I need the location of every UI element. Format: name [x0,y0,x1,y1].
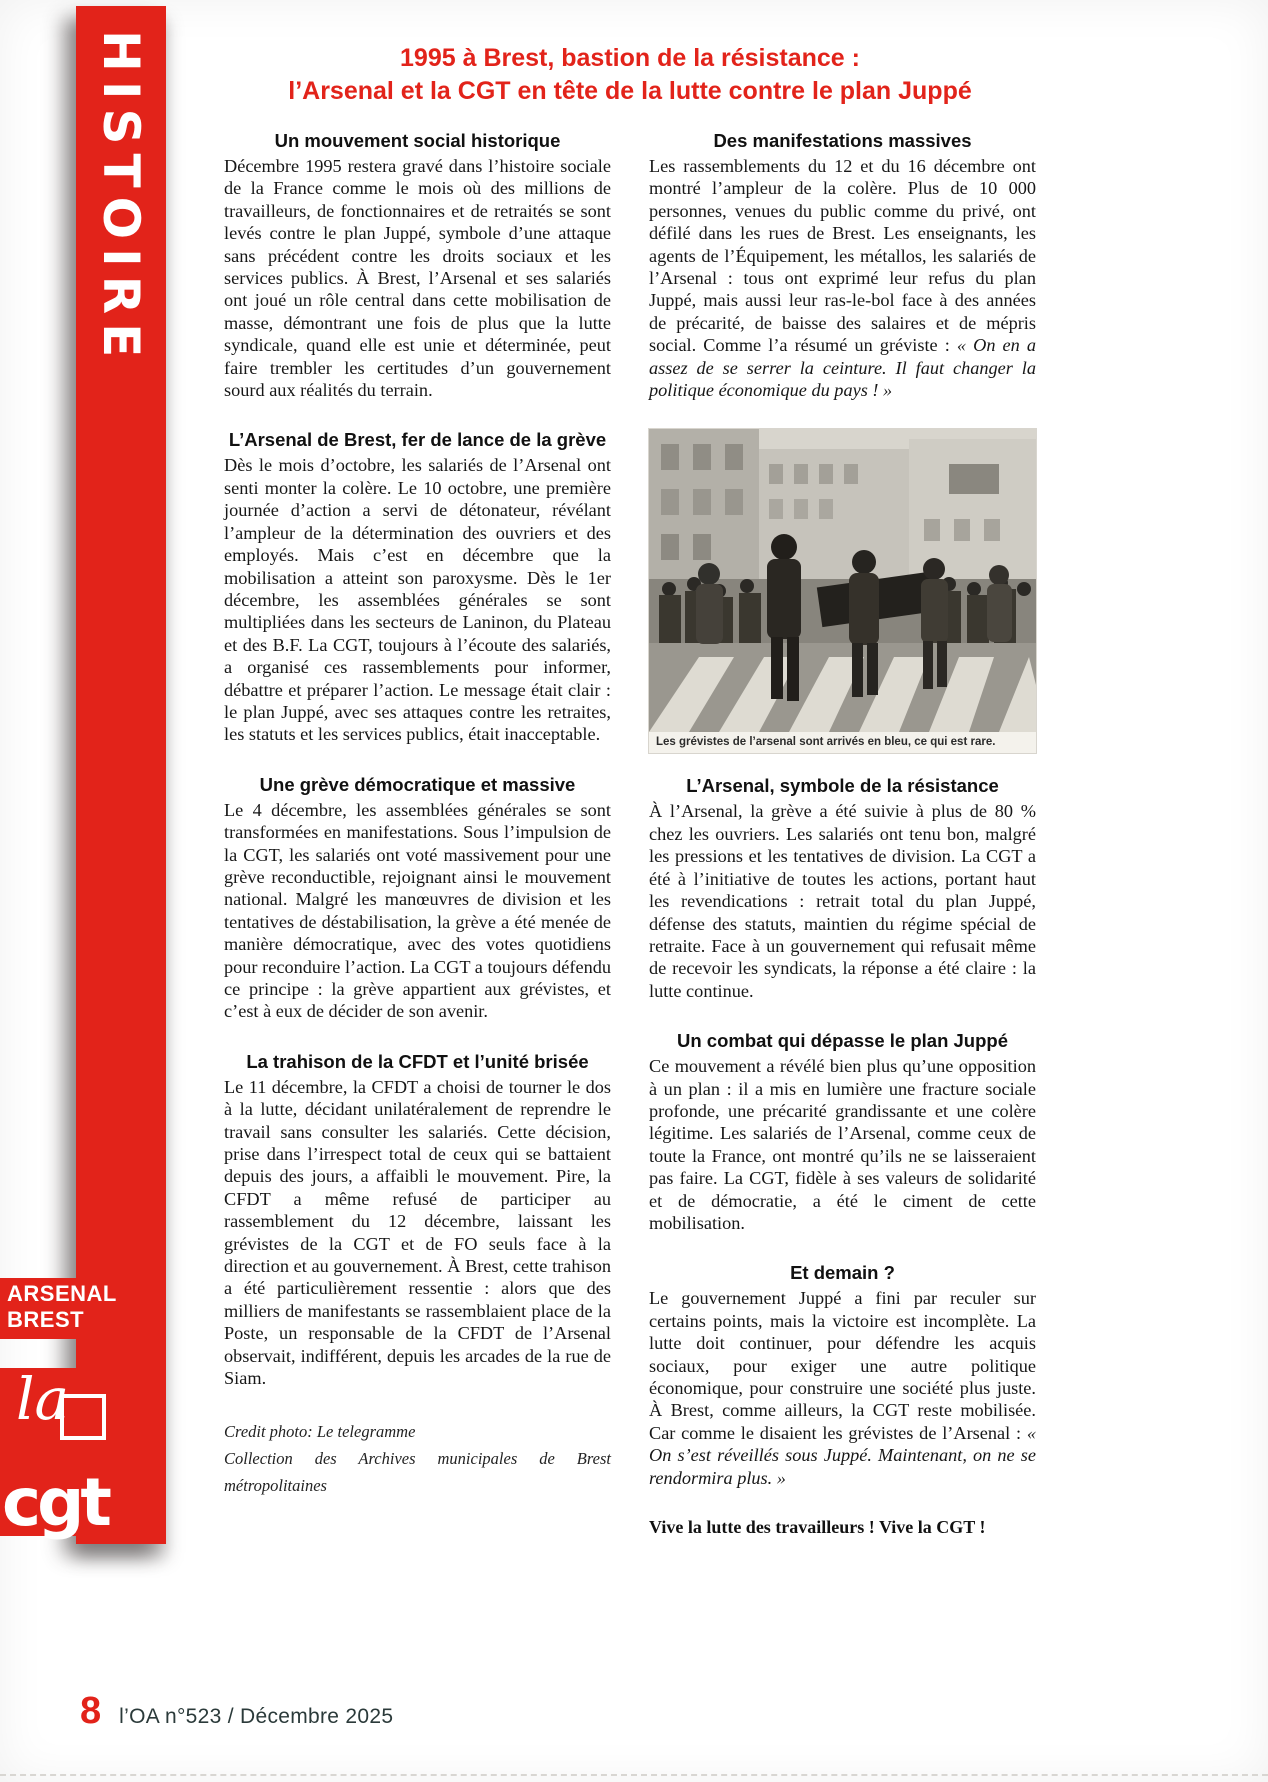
section-body-text: Le gouvernement Juppé a fini par reculer sur certains points, mais la victoire est incomplète. La lutte doit continuer, pour défendre les acquis sociaux, pour exiger une autre politique économique, pour construire une société plus juste. À Brest, comme ailleurs, la CGT reste mobilisée. Car comme le disaient les grévistes de l’Arsenal : [649,1288,1036,1443]
left-column [224,130,611,1538]
article-columns [224,130,1036,1538]
section-symbole-resistance [649,775,1036,1002]
demonstration-photo [649,429,1036,753]
demonstration-photo-image [649,429,1036,732]
section-body: Ce mouvement a révélé bien plus qu’une opposition à un plan : il a mis en lumière une fracture sociale profonde, une précarité grandissante et une colère légitime. Les salariés de l’Arsenal, comme ceux de toute la France, ont montré qu’ils ne se laisseraient pas faire. La CGT, fidèle à ses valeurs de solidarité et de démocratie, a été le ciment de cette mobilisation. [649,1056,1036,1233]
photo-credit [224,1418,611,1499]
section-body [649,155,1036,401]
quote-text: « On en a assez de se serrer la ceinture. Il faut changer la politique économique du pays ! » [649,335,1036,401]
section-body: Le 11 décembre, la CFDT a choisi de tourner le dos à la lutte, décidant unilatéralement de reprendre le travail sans consulter les salariés. Cette décision, prise dans l’irrespect total de ceux qui se battaient depuis des jours, a affaibli le mouvement. Pire, la CFDT a même refusé de participer au rassemblement du 12 décembre, laissant les grévistes de la CGT et de FO seuls face à la direction et au gouvernement. À Brest, cette trahison a été particulièrement ressentie : alors que des milliers de manifestants se rassemblaient place de la Poste, un responsable de la CFDT de l’Arsenal observait, indifférent, depuis les arcades de la rue de Siam. [224,1076,611,1389]
article-title-line2: l’Arsenal et la CGT en tête de la lutte contre le plan Juppé [288,77,972,105]
section-label-histoire: HISTOIRE [92,30,150,367]
credit-line1: Credit photo: Le telegramme [224,1421,416,1441]
section-body: Dès le mois d’octobre, les salariés de l’Arsenal ont senti monter la colère. Le 10 octobre, une première journée d’action a servi de détonateur, révélant l’ampleur de la détermination des ouvriers et des employés. Mais c’est en décembre que la mobilisation a atteint son paroxysme. Dès le 1er décembre, les assemblées générales se sont multipliées dans les secteurs de Laninon, du Plateau et des B.F. La CGT, toujours à l’écoute des salariés, a organisé ces rassemblements pour informer, débattre et préparer l’action. Le message était clair : le plan Juppé, avec ses attaques contre les retraites, les statuts et les services publics, était inacceptable. [224,455,611,745]
section-heading: Un combat qui dépasse le plan Juppé [676,1030,1008,1052]
arsenal-line: ARSENAL [7,1281,117,1306]
section-heading: Un mouvement social historique [274,130,561,151]
arsenal-brest-label [0,1278,122,1339]
section-heading: L’Arsenal de Brest, fer de lance de la grève [228,429,607,451]
page-title [224,42,1036,108]
section-heading: Et demain ? [790,1262,895,1284]
cgt-logo-text: cgt [2,1464,108,1541]
section-heading: Une grève démocratique et massive [259,773,576,795]
section-trahison-cfdt [224,1051,611,1390]
issue-info: l’OA n°523 / Décembre 2025 [119,1705,394,1728]
section-fer-de-lance [224,429,611,745]
cgt-logo [0,1365,130,1541]
section-body: Le 4 décembre, les assemblées générales se sont transformées en manifestations. Sous l’impulsion de la CGT, les salariés ont voté massivement pour une grève reconductible, rejoignant ainsi le mouvement national. Malgré les manœuvres de division et les tentatives de déstabilisation, la grève a été menée de manière démocratique, avec des votes quotidiens pour reconduire l’action. La CGT a toujours défendu ce principe : la grève appartient aux grévistes, et c’est à eux de décider de son avenir. [224,799,611,1022]
cgt-logo-la: la [16,1365,70,1433]
photo-caption: Les grévistes de l’arsenal sont arrivés en bleu, ce qui est rare. [649,732,1036,753]
credit-line2: Collection des Archives municipales de Brest métropolitaines [224,1448,611,1495]
brest-line: BREST [7,1307,85,1332]
section-body: À l’Arsenal, la grève a été suivie à plus de 80 % chez les ouvriers. Les salariés ont tenu bon, malgré les pressions et les tentatives de division. La CGT a été à l’initiative de toutes les actions, portant haut les revendications : retrait total du plan Juppé, défense des statuts, maintien du régime spécial de retraite. Face à un gouvernement qui refusait même de recevoir les syndicats, la réponse a été claire : la lutte continue. [649,801,1036,1001]
closing-slogan: Vive la lutte des travailleurs ! Vive la CGT ! [649,1517,986,1538]
section-greve-democratique [224,774,611,1023]
section-mouvement-social [224,130,611,401]
page-footer [80,1692,393,1730]
section-combat-depasse [649,1030,1036,1234]
section-heading: La trahison de la CFDT et l’unité brisée [246,1050,589,1072]
quote-text: « On s’est réveillés sous Juppé. Maintenant, on ne se rendormira plus. » [649,1422,1036,1488]
section-body-text: Les rassemblements du 12 et du 16 décembre ont montré l’ampleur de la colère. Plus de 10 000 personnes, venues du public comme du privé, ont défilé dans les rues de Brest. Les enseignants, les agents de l’Équipement, les métallos, les salariés de l’Arsenal : tous ont exprimé leur refus du plan Juppé, mais aussi leur ras-le-bol face à des années de précarité, de baisse des salaires et de mépris social. Comme l’a résumé un gréviste : [649,156,1036,356]
right-column [649,130,1036,1538]
section-manifestations [649,130,1036,401]
section-heading: Des manifestations massives [713,130,972,151]
section-body [649,1287,1036,1489]
section-heading: L’Arsenal, symbole de la résistance [686,775,999,797]
section-et-demain [649,1262,1036,1489]
article [224,42,1036,1538]
page-number: 8 [80,1690,102,1732]
article-title-line1: 1995 à Brest, bastion de la résistance : [400,44,860,72]
bottom-cut-line [0,1774,1268,1776]
section-body: Décembre 1995 restera gravé dans l’histoire sociale de la France comme le mois où des millions de travailleurs, de fonctionnaires et de retraités se sont levés contre le plan Juppé, symbole d’une attaque sans précédent contre les droits sociaux et les services publics. À Brest, l’Arsenal et ses salariés ont joué un rôle central dans cette mobilisation de masse, démontrant une fois de plus que la lutte syndicale, quand elle est unie et déterminée, peut faire trembler les certitudes d’un gouvernement sourd aux réalités du terrain. [224,156,611,401]
